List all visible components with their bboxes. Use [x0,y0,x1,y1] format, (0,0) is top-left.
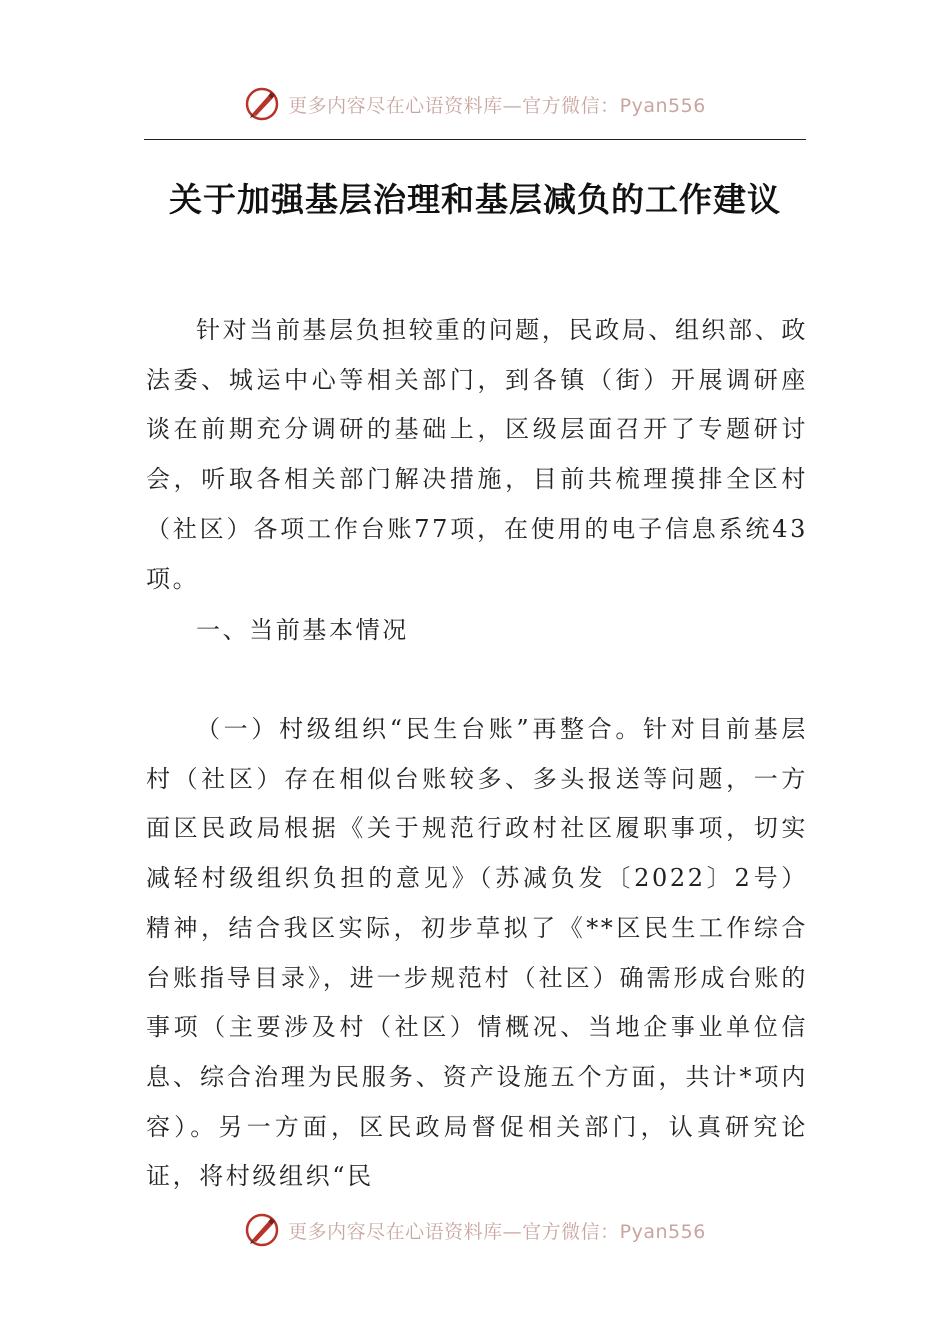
pen-logo-icon [244,86,280,122]
header-divider [144,139,806,140]
section-heading: 一、当前基本情况 [196,616,409,644]
watermark-header [0,84,950,124]
watermark-text: 更多内容尽在心语资料库—官方微信：Pyan556 [288,94,706,117]
paragraph-section-1: （一）村级组织“民生台账”再整合。针对目前基层村（社区）存在相似台账较多、多头报送等问题，一方面区民政局根据《关于规范行政村社区履职事项，切实减轻村级组织负担的意见》（苏减负发〔2022〕2号）精神，结合我区实际，初步草拟了《**区民生工作综合台账指导目录》，进一步规范村（社区）确需形成台账的事项（主要涉及村（社区）情概况、当地企事业单位信息、综合治理为民服务、资产设施五个方面，共计*项内容）。另一方面，区民政局督促相关部门，认真研究论证，将村级组织“民 [146,715,808,1191]
watermark-wechat-id: Pyan556 [619,1220,706,1243]
watermark-text: 更多内容尽在心语资料库—官方微信：Pyan556 [288,1220,706,1243]
paragraph-intro: 针对当前基层负担较重的问题，民政局、组织部、政法委、城运中心等相关部门，到各镇（街）开展调研座谈在前期充分调研的基础上，区级层面召开了专题研讨会，听取各相关部门解决措施，目前共梳理摸排全区村（社区）各项工作台账77项，在使用的电子信息系统43项。 [146,316,808,593]
watermark-footer [0,1210,950,1250]
pen-logo-icon [244,1212,280,1248]
document-title: 关于加强基层治理和基层减负的工作建议 [169,180,781,219]
watermark-wechat-id: Pyan556 [619,94,706,117]
